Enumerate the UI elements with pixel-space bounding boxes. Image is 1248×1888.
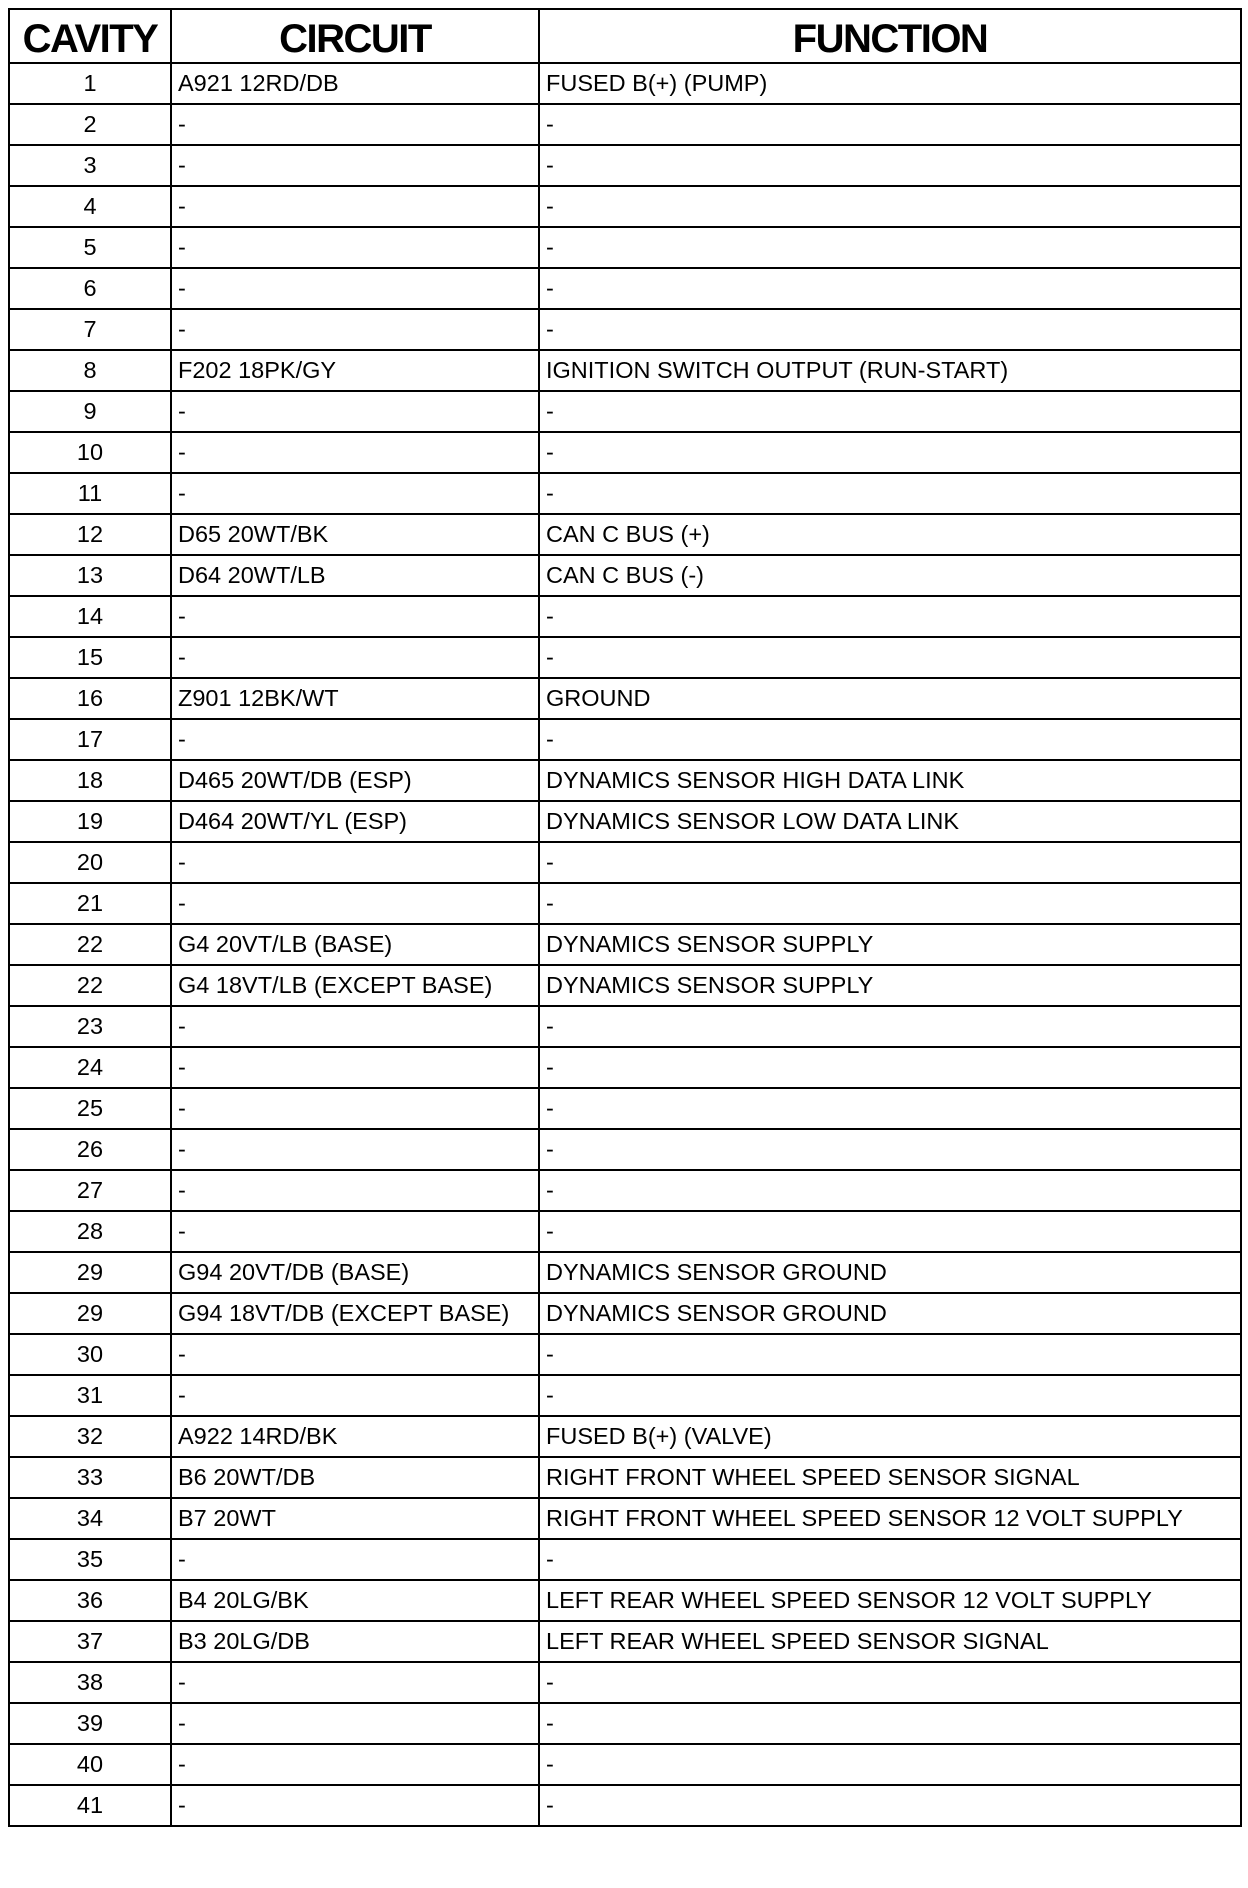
table-row xyxy=(9,309,1241,350)
function-cell: - xyxy=(539,1047,1241,1088)
cavity-cell: 34 xyxy=(9,1498,171,1539)
function-cell: - xyxy=(539,637,1241,678)
cavity-cell: 23 xyxy=(9,1006,171,1047)
function-cell: - xyxy=(539,432,1241,473)
table-row xyxy=(9,268,1241,309)
function-cell: - xyxy=(539,104,1241,145)
table-row xyxy=(9,1703,1241,1744)
table-row xyxy=(9,432,1241,473)
circuit-cell: - xyxy=(171,1170,539,1211)
table-row xyxy=(9,678,1241,719)
cavity-cell: 22 xyxy=(9,965,171,1006)
function-cell: - xyxy=(539,1662,1241,1703)
table-row xyxy=(9,1662,1241,1703)
table-row xyxy=(9,514,1241,555)
function-cell: DYNAMICS SENSOR SUPPLY xyxy=(539,924,1241,965)
circuit-cell: A922 14RD/BK xyxy=(171,1416,539,1457)
circuit-cell: - xyxy=(171,473,539,514)
function-cell: IGNITION SWITCH OUTPUT (RUN-START) xyxy=(539,350,1241,391)
circuit-cell: - xyxy=(171,719,539,760)
circuit-cell: - xyxy=(171,1211,539,1252)
cavity-cell: 5 xyxy=(9,227,171,268)
circuit-cell: F202 18PK/GY xyxy=(171,350,539,391)
cavity-cell: 4 xyxy=(9,186,171,227)
table-row xyxy=(9,1006,1241,1047)
circuit-cell: - xyxy=(171,1744,539,1785)
function-cell: - xyxy=(539,391,1241,432)
function-cell: - xyxy=(539,1211,1241,1252)
function-cell: - xyxy=(539,1006,1241,1047)
cavity-cell: 39 xyxy=(9,1703,171,1744)
table-row xyxy=(9,1088,1241,1129)
circuit-cell: - xyxy=(171,1129,539,1170)
cavity-cell: 14 xyxy=(9,596,171,637)
function-cell: - xyxy=(539,842,1241,883)
cavity-cell: 15 xyxy=(9,637,171,678)
table-body xyxy=(9,63,1241,1826)
cavity-cell: 7 xyxy=(9,309,171,350)
circuit-cell: G4 18VT/LB (EXCEPT BASE) xyxy=(171,965,539,1006)
cavity-cell: 16 xyxy=(9,678,171,719)
function-cell: FUSED B(+) (VALVE) xyxy=(539,1416,1241,1457)
table-row xyxy=(9,1580,1241,1621)
circuit-cell: G94 18VT/DB (EXCEPT BASE) xyxy=(171,1293,539,1334)
cavity-cell: 9 xyxy=(9,391,171,432)
circuit-cell: - xyxy=(171,1703,539,1744)
cavity-cell: 12 xyxy=(9,514,171,555)
table-row xyxy=(9,1416,1241,1457)
table-row xyxy=(9,719,1241,760)
cavity-cell: 3 xyxy=(9,145,171,186)
cavity-cell: 20 xyxy=(9,842,171,883)
table-row xyxy=(9,1211,1241,1252)
circuit-cell: - xyxy=(171,842,539,883)
function-cell: - xyxy=(539,1744,1241,1785)
cavity-cell: 37 xyxy=(9,1621,171,1662)
cavity-cell: 28 xyxy=(9,1211,171,1252)
connector-pinout-table xyxy=(8,8,1242,1827)
cavity-cell: 6 xyxy=(9,268,171,309)
table-row xyxy=(9,1539,1241,1580)
circuit-cell: - xyxy=(171,104,539,145)
circuit-cell: - xyxy=(171,1088,539,1129)
circuit-cell: - xyxy=(171,227,539,268)
function-cell: - xyxy=(539,883,1241,924)
circuit-cell: B7 20WT xyxy=(171,1498,539,1539)
function-cell: - xyxy=(539,145,1241,186)
function-cell: - xyxy=(539,186,1241,227)
circuit-cell: - xyxy=(171,1006,539,1047)
function-cell: - xyxy=(539,473,1241,514)
table-row xyxy=(9,1744,1241,1785)
cavity-cell: 36 xyxy=(9,1580,171,1621)
circuit-cell: - xyxy=(171,883,539,924)
table-row xyxy=(9,1457,1241,1498)
cavity-cell: 13 xyxy=(9,555,171,596)
circuit-cell: G94 20VT/DB (BASE) xyxy=(171,1252,539,1293)
table-row xyxy=(9,145,1241,186)
table-row xyxy=(9,924,1241,965)
function-cell: - xyxy=(539,309,1241,350)
circuit-cell: - xyxy=(171,1375,539,1416)
table-row xyxy=(9,63,1241,104)
circuit-cell: - xyxy=(171,1785,539,1826)
function-cell: CAN C BUS (-) xyxy=(539,555,1241,596)
circuit-cell: G4 20VT/LB (BASE) xyxy=(171,924,539,965)
circuit-cell: B4 20LG/BK xyxy=(171,1580,539,1621)
circuit-cell: D64 20WT/LB xyxy=(171,555,539,596)
function-cell: - xyxy=(539,1170,1241,1211)
circuit-cell: - xyxy=(171,145,539,186)
function-column-header: FUNCTION xyxy=(539,9,1241,63)
table-row xyxy=(9,1170,1241,1211)
table-row xyxy=(9,555,1241,596)
circuit-cell: - xyxy=(171,186,539,227)
function-cell: - xyxy=(539,1088,1241,1129)
function-cell: - xyxy=(539,719,1241,760)
table-row xyxy=(9,350,1241,391)
cavity-cell: 24 xyxy=(9,1047,171,1088)
cavity-cell: 41 xyxy=(9,1785,171,1826)
table-row xyxy=(9,842,1241,883)
circuit-cell: - xyxy=(171,596,539,637)
cavity-cell: 1 xyxy=(9,63,171,104)
circuit-cell: Z901 12BK/WT xyxy=(171,678,539,719)
function-cell: - xyxy=(539,1375,1241,1416)
table-row xyxy=(9,596,1241,637)
circuit-cell: B3 20LG/DB xyxy=(171,1621,539,1662)
cavity-cell: 25 xyxy=(9,1088,171,1129)
cavity-cell: 26 xyxy=(9,1129,171,1170)
circuit-cell: D464 20WT/YL (ESP) xyxy=(171,801,539,842)
table-row xyxy=(9,883,1241,924)
function-cell: DYNAMICS SENSOR GROUND xyxy=(539,1293,1241,1334)
cavity-cell: 33 xyxy=(9,1457,171,1498)
cavity-cell: 18 xyxy=(9,760,171,801)
cavity-cell: 27 xyxy=(9,1170,171,1211)
function-cell: DYNAMICS SENSOR GROUND xyxy=(539,1252,1241,1293)
function-cell: GROUND xyxy=(539,678,1241,719)
table-row xyxy=(9,637,1241,678)
cavity-cell: 17 xyxy=(9,719,171,760)
table-row xyxy=(9,1785,1241,1826)
function-cell: - xyxy=(539,1785,1241,1826)
circuit-cell: - xyxy=(171,268,539,309)
cavity-cell: 38 xyxy=(9,1662,171,1703)
circuit-cell: - xyxy=(171,391,539,432)
cavity-cell: 2 xyxy=(9,104,171,145)
table-row xyxy=(9,104,1241,145)
circuit-cell: A921 12RD/DB xyxy=(171,63,539,104)
circuit-cell: - xyxy=(171,309,539,350)
table-header xyxy=(9,9,1241,63)
cavity-column-header: CAVITY xyxy=(9,9,171,63)
function-cell: - xyxy=(539,1703,1241,1744)
table-row xyxy=(9,965,1241,1006)
function-cell: LEFT REAR WHEEL SPEED SENSOR SIGNAL xyxy=(539,1621,1241,1662)
function-cell: - xyxy=(539,1129,1241,1170)
cavity-cell: 29 xyxy=(9,1252,171,1293)
header-row xyxy=(9,9,1241,63)
cavity-cell: 11 xyxy=(9,473,171,514)
circuit-cell: - xyxy=(171,432,539,473)
table-row xyxy=(9,801,1241,842)
circuit-cell: - xyxy=(171,1047,539,1088)
cavity-cell: 32 xyxy=(9,1416,171,1457)
function-cell: RIGHT FRONT WHEEL SPEED SENSOR 12 VOLT SUPPLY xyxy=(539,1498,1241,1539)
circuit-column-header: CIRCUIT xyxy=(171,9,539,63)
cavity-cell: 31 xyxy=(9,1375,171,1416)
table-row xyxy=(9,1375,1241,1416)
cavity-cell: 30 xyxy=(9,1334,171,1375)
cavity-cell: 29 xyxy=(9,1293,171,1334)
function-cell: RIGHT FRONT WHEEL SPEED SENSOR SIGNAL xyxy=(539,1457,1241,1498)
function-cell: - xyxy=(539,596,1241,637)
circuit-cell: - xyxy=(171,1662,539,1703)
cavity-cell: 21 xyxy=(9,883,171,924)
function-cell: - xyxy=(539,1334,1241,1375)
function-cell: FUSED B(+) (PUMP) xyxy=(539,63,1241,104)
function-cell: DYNAMICS SENSOR LOW DATA LINK xyxy=(539,801,1241,842)
table-row xyxy=(9,1498,1241,1539)
circuit-cell: - xyxy=(171,637,539,678)
table-row xyxy=(9,760,1241,801)
cavity-cell: 40 xyxy=(9,1744,171,1785)
cavity-cell: 19 xyxy=(9,801,171,842)
table-row xyxy=(9,1293,1241,1334)
table-row xyxy=(9,391,1241,432)
cavity-cell: 8 xyxy=(9,350,171,391)
circuit-cell: - xyxy=(171,1539,539,1580)
function-cell: - xyxy=(539,227,1241,268)
function-cell: DYNAMICS SENSOR HIGH DATA LINK xyxy=(539,760,1241,801)
function-cell: CAN C BUS (+) xyxy=(539,514,1241,555)
circuit-cell: D65 20WT/BK xyxy=(171,514,539,555)
table-row xyxy=(9,1621,1241,1662)
circuit-cell: B6 20WT/DB xyxy=(171,1457,539,1498)
table-row xyxy=(9,227,1241,268)
cavity-cell: 22 xyxy=(9,924,171,965)
table-row xyxy=(9,1047,1241,1088)
circuit-cell: - xyxy=(171,1334,539,1375)
function-cell: - xyxy=(539,1539,1241,1580)
function-cell: - xyxy=(539,268,1241,309)
table-row xyxy=(9,1129,1241,1170)
cavity-cell: 35 xyxy=(9,1539,171,1580)
table-row xyxy=(9,1252,1241,1293)
table-row xyxy=(9,186,1241,227)
table-row xyxy=(9,1334,1241,1375)
circuit-cell: D465 20WT/DB (ESP) xyxy=(171,760,539,801)
function-cell: LEFT REAR WHEEL SPEED SENSOR 12 VOLT SUPPLY xyxy=(539,1580,1241,1621)
cavity-cell: 10 xyxy=(9,432,171,473)
function-cell: DYNAMICS SENSOR SUPPLY xyxy=(539,965,1241,1006)
table-row xyxy=(9,473,1241,514)
